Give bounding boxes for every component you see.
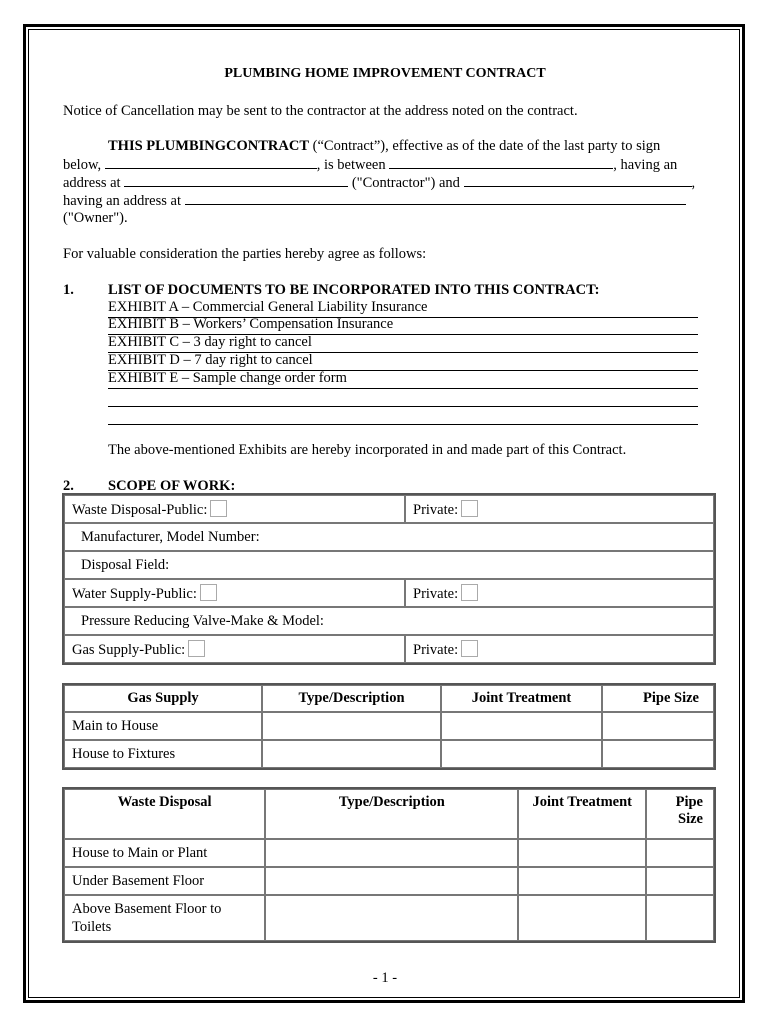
gas-private-cell <box>405 635 714 663</box>
joint-treatment-header: Joint Treatment <box>441 685 602 712</box>
table-row <box>64 712 714 740</box>
contractor-address-blank[interactable] <box>124 173 348 187</box>
type-description-header: Type/Description <box>262 685 441 712</box>
water-private-cell <box>405 579 714 607</box>
preamble-text-1: (“Contract”), effective as of the date of the last party to sign <box>309 138 661 154</box>
preamble-line-3 <box>63 173 695 192</box>
table-row <box>64 495 714 523</box>
preamble-line-4 <box>63 191 686 210</box>
preamble-line-2 <box>63 155 677 174</box>
waste-private-cell <box>405 495 714 523</box>
preamble-line-1 <box>108 137 660 155</box>
water-private-checkbox[interactable] <box>461 584 478 601</box>
section-1-number: 1. <box>63 282 74 298</box>
gas-supply-header: Gas Supply <box>64 685 262 712</box>
preamble-below: below, <box>63 157 102 173</box>
size-cell[interactable] <box>646 839 714 867</box>
exhibits-note: The above-mentioned Exhibits are hereby incorporated in and made part of this Contract. <box>108 442 627 458</box>
page-number: - 1 - <box>372 970 398 986</box>
type-cell[interactable] <box>265 895 518 941</box>
exhibit-c: EXHIBIT C – 3 day right to cancel <box>108 334 312 350</box>
gas-private-checkbox[interactable] <box>461 640 478 657</box>
table-row <box>64 895 714 941</box>
row-label: Main to House <box>64 712 262 740</box>
section-1-title: LIST OF DOCUMENTS TO BE INCORPORATED INTO THIS CONTRACT: <box>108 282 600 298</box>
pressure-valve-field[interactable]: Pressure Reducing Valve-Make & Model: <box>64 607 714 635</box>
table-row <box>64 551 714 579</box>
cancellation-notice: Notice of Cancellation may be sent to the contractor at the address noted on the contract. <box>63 103 578 119</box>
manufacturer-field[interactable]: Manufacturer, Model Number: <box>64 523 714 551</box>
type-cell[interactable] <box>262 740 441 768</box>
exhibit-d: EXHIBIT D – 7 day right to cancel <box>108 352 313 368</box>
table-row <box>64 523 714 551</box>
preamble-address-at: address at <box>63 175 121 191</box>
table-row <box>64 839 714 867</box>
table-row <box>64 579 714 607</box>
exhibit-line <box>108 316 698 335</box>
owner-name-blank[interactable] <box>464 173 692 187</box>
document-title: PLUMBING HOME IMPROVEMENT CONTRACT <box>224 66 546 81</box>
table-header-row <box>64 685 714 712</box>
party-name-blank[interactable] <box>389 155 613 169</box>
row-label: Under Basement Floor <box>64 867 265 895</box>
waste-disposal-table <box>62 787 716 943</box>
exhibit-blank-line[interactable] <box>108 388 698 407</box>
consideration-text: For valuable consideration the parties hereby agree as follows: <box>63 246 427 262</box>
size-cell[interactable] <box>602 712 714 740</box>
exhibit-e: EXHIBIT E – Sample change order form <box>108 370 347 386</box>
type-description-header: Type/Description <box>265 789 518 839</box>
waste-private-label: Private: <box>413 501 459 518</box>
gas-public-label: Gas Supply-Public: <box>72 641 186 658</box>
gas-public-checkbox[interactable] <box>188 640 205 657</box>
preamble-owner: ("Owner"). <box>63 210 128 226</box>
table-row <box>64 867 714 895</box>
water-public-checkbox[interactable] <box>200 584 217 601</box>
effective-date-blank[interactable] <box>105 155 317 169</box>
size-cell[interactable] <box>646 867 714 895</box>
exhibit-blank-line[interactable] <box>108 406 698 425</box>
waste-public-label: Waste Disposal-Public: <box>72 501 208 518</box>
pipe-size-header: Pipe Size <box>602 685 714 712</box>
type-cell[interactable] <box>262 712 441 740</box>
type-cell[interactable] <box>265 867 518 895</box>
contract-name: THIS PLUMBINGCONTRACT <box>108 138 310 154</box>
gas-supply-table <box>62 683 716 770</box>
gas-public-cell <box>64 635 405 663</box>
joint-cell[interactable] <box>518 895 646 941</box>
joint-cell[interactable] <box>441 740 602 768</box>
water-public-cell <box>64 579 405 607</box>
joint-cell[interactable] <box>441 712 602 740</box>
table-header-row <box>64 789 714 839</box>
table-row <box>64 740 714 768</box>
row-label: House to Fixtures <box>64 740 262 768</box>
waste-private-checkbox[interactable] <box>461 500 478 517</box>
disposal-field[interactable]: Disposal Field: <box>64 551 714 579</box>
waste-public-cell <box>64 495 405 523</box>
preamble-having: , having an <box>613 157 678 173</box>
section-2-number: 2. <box>63 478 74 494</box>
size-cell[interactable] <box>646 895 714 941</box>
waste-disposal-header: Waste Disposal <box>64 789 265 839</box>
joint-treatment-header: Joint Treatment <box>518 789 646 839</box>
preamble-between: , is between <box>316 157 386 173</box>
joint-cell[interactable] <box>518 867 646 895</box>
type-cell[interactable] <box>265 839 518 867</box>
size-cell[interactable] <box>602 740 714 768</box>
section-2-title: SCOPE OF WORK: <box>108 478 236 494</box>
row-label: House to Main or Plant <box>64 839 265 867</box>
water-private-label: Private: <box>413 585 459 602</box>
scope-of-work-table <box>62 493 716 665</box>
exhibit-line <box>108 352 698 371</box>
exhibit-line <box>108 334 698 353</box>
preamble-contractor: ("Contractor") and <box>348 175 460 191</box>
table-row <box>64 607 714 635</box>
joint-cell[interactable] <box>518 839 646 867</box>
owner-address-blank[interactable] <box>185 191 686 205</box>
table-row <box>64 635 714 663</box>
pipe-size-header: Pipe Size <box>646 789 714 839</box>
waste-public-checkbox[interactable] <box>210 500 227 517</box>
water-public-label: Water Supply-Public: <box>72 585 197 602</box>
exhibit-b: EXHIBIT B – Workers’ Compensation Insurance <box>108 316 394 332</box>
exhibit-line <box>108 370 698 389</box>
preamble-having-address: having an address at <box>63 193 181 209</box>
preamble-comma: , <box>691 175 696 191</box>
exhibit-a: EXHIBIT A – Commercial General Liability Insurance <box>108 299 428 315</box>
row-label: Above Basement Floor to Toilets <box>64 895 265 941</box>
gas-private-label: Private: <box>413 641 459 658</box>
